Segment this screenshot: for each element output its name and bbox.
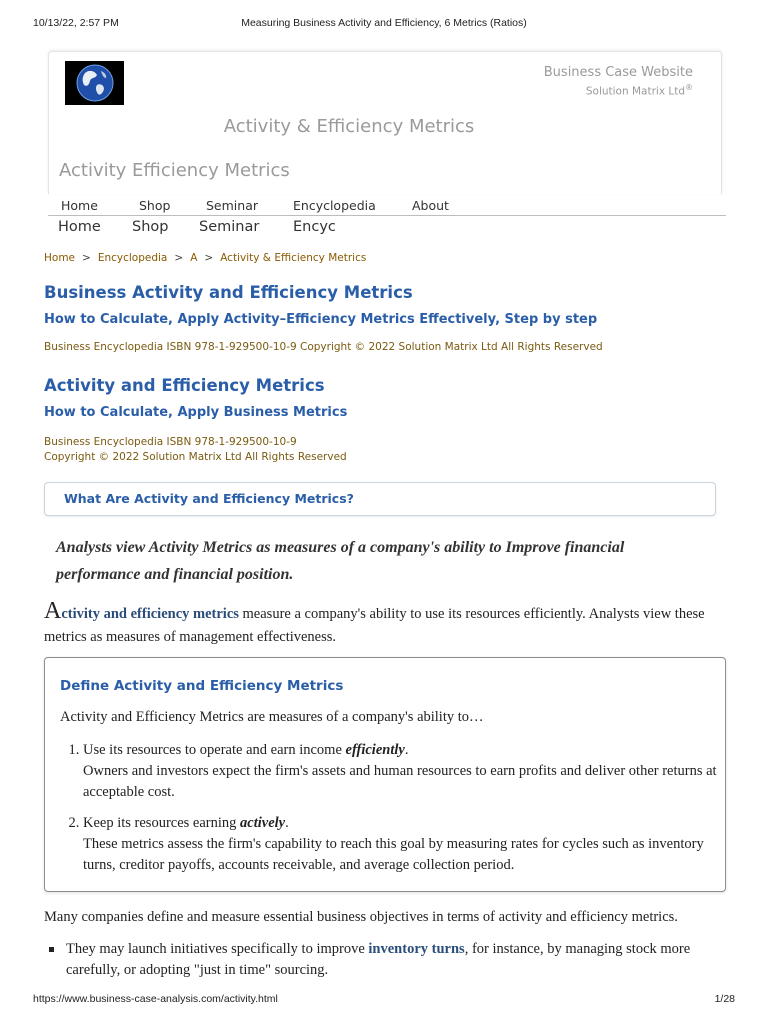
emphasis: actively <box>240 815 286 831</box>
nav-encyclopedia[interactable]: Encyclopedia <box>293 198 376 213</box>
inventory-turns-term[interactable]: inventory turns <box>368 941 465 957</box>
globe-logo-icon[interactable] <box>65 61 124 105</box>
nav2-seminar[interactable]: Seminar <box>199 219 260 235</box>
hero-subtitle: Activity Efficiency Metrics <box>59 160 290 181</box>
print-url: https://www.business-case-analysis.com/activity.html <box>33 993 278 1005</box>
drop-cap: A <box>44 598 62 624</box>
breadcrumb-a[interactable]: A <box>190 252 198 264</box>
intro-term: ctivity and efficiency metrics <box>61 606 239 622</box>
print-footer <box>0 993 768 1007</box>
nav-about[interactable]: About <box>412 198 449 213</box>
isbn-copyright: Business Encyclopedia ISBN 978-1-929500-10-9 Copyright © 2022 Solution Matrix Ltd All Rights Reserved <box>44 341 603 353</box>
site-name[interactable]: Business Case Website <box>543 65 693 80</box>
section-subtitle: How to Calculate, Apply Business Metrics <box>44 405 348 420</box>
print-date: 10/13/22, 2:57 PM <box>33 17 119 29</box>
list-item: They may launch initiatives specifically to improve inventory turns, for instance, by managing stock more carefully, or adopting "just in time" sourcing. <box>66 939 746 981</box>
pull-quote: Analysts view Activity Metrics as measures of a company's ability to Improve financial performance and financial position. <box>56 539 625 583</box>
define-title: Define Activity and Efficiency Metrics <box>60 678 344 694</box>
secondary-nav <box>48 219 726 239</box>
define-box <box>44 657 726 892</box>
section-title: Activity and Efficiency Metrics <box>44 376 325 395</box>
list-item: 2. Keep its resources earning actively. These metrics assess the firm's capability to reach this goal by measuring rates for cycles such as inventory turns, creditor payoffs, accounts receivable, and average collection period. <box>83 813 723 876</box>
breadcrumb-current[interactable]: Activity & Efficiency Metrics <box>220 252 367 264</box>
copyright-line: Copyright © 2022 Solution Matrix Ltd All Rights Reserved <box>44 451 347 463</box>
page-number: 1/28 <box>714 993 735 1005</box>
bullet-list <box>44 939 746 981</box>
list-item-detail: Owners and investors expect the firm's assets and human resources to earn profits and deliver other returns at acceptable cost. <box>83 763 717 800</box>
nav2-home[interactable]: Home <box>58 219 101 235</box>
nav2-encyc[interactable]: Encyc <box>293 219 336 235</box>
primary-nav <box>48 197 726 216</box>
page-title: Business Activity and Efficiency Metrics <box>44 283 413 302</box>
define-list <box>66 740 723 886</box>
what-are-metrics-box[interactable] <box>44 482 716 516</box>
breadcrumb-sep: > <box>204 252 214 264</box>
list-item-detail: These metrics assess the firm's capability to reach this goal by measuring rates for cycles such as inventory turns, creditor payoffs, accounts receivable, and average collection period. <box>83 836 704 873</box>
nav-seminar[interactable]: Seminar <box>206 198 258 213</box>
nav-home[interactable]: Home <box>61 198 98 213</box>
emphasis: efficiently <box>345 742 405 758</box>
breadcrumb <box>44 252 366 264</box>
what-are-metrics-title: What Are Activity and Efficiency Metrics? <box>64 491 354 506</box>
breadcrumb-sep: > <box>82 252 91 264</box>
intro-paragraph <box>44 600 724 649</box>
nav-shop[interactable]: Shop <box>139 198 171 213</box>
page-subtitle: How to Calculate, Apply Activity–Efficiency Metrics Effectively, Step by step <box>44 312 598 327</box>
print-title: Measuring Business Activity and Efficiency, 6 Metrics (Ratios) <box>241 17 527 29</box>
intro-text: measure a company's ability to use its resources efficiently. Analysts view these metrics as measures of management effectiveness. <box>44 606 705 645</box>
registered-mark: ® <box>685 83 693 92</box>
define-intro: Activity and Efficiency Metrics are measures of a company's ability to… <box>60 709 484 725</box>
nav2-shop[interactable]: Shop <box>132 219 169 235</box>
breadcrumb-sep: > <box>174 252 184 264</box>
isbn-line: Business Encyclopedia ISBN 978-1-929500-10-9 <box>44 436 297 448</box>
list-item: 1. Use its resources to operate and earn income efficiently. Owners and investors expect the firm's assets and human resources to earn profits and deliver other returns at acceptable cost. <box>83 740 723 803</box>
companies-paragraph: Many companies define and measure essential business objectives in terms of activity and efficiency metrics. <box>44 909 678 925</box>
brand-block <box>544 65 693 98</box>
hero-title: Activity & Efficiency Metrics <box>223 116 475 137</box>
print-header <box>0 17 768 31</box>
breadcrumb-encyclopedia[interactable]: Encyclopedia <box>97 252 168 264</box>
site-header <box>48 51 722 194</box>
breadcrumb-home[interactable]: Home <box>44 252 76 264</box>
company-name: Solution Matrix Ltd® <box>585 83 693 98</box>
